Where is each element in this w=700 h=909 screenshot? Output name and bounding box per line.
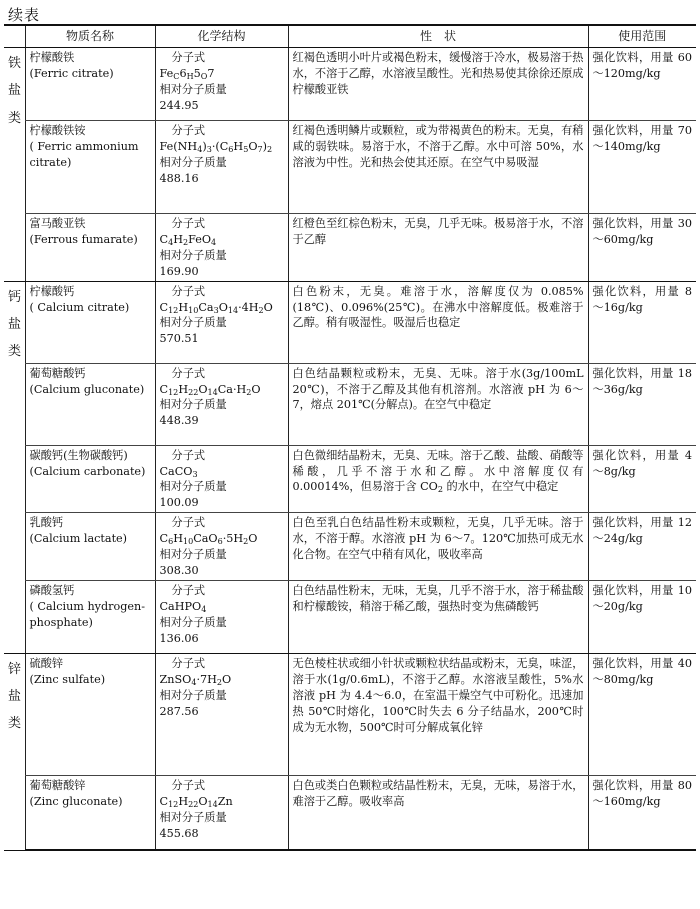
header-substance-name: 物质名称 <box>25 25 155 48</box>
properties-cell: 白色或类白色颗粒或结晶性粉末，无臭，无味，易溶于水，难溶于乙醇。吸收率高 <box>288 775 588 850</box>
text-part: O <box>198 794 208 808</box>
text-part: O <box>263 300 273 314</box>
subscript: 12 <box>168 799 179 809</box>
substance-name-cell <box>25 121 155 214</box>
table-row <box>4 281 696 363</box>
molecular-weight-value: 488.16 <box>159 171 199 185</box>
subscript: 5 <box>243 144 249 154</box>
subscript: 4 <box>201 604 207 614</box>
formula-label: 分子式 <box>171 656 206 670</box>
substance-name-cn: 柠檬酸铁 <box>29 51 75 64</box>
table-continued-caption: 续表 <box>8 6 41 24</box>
formula-label: 分子式 <box>171 124 206 137</box>
subscript: 14 <box>207 799 218 809</box>
subscript: 6 <box>168 537 174 547</box>
header-properties: 性 状 <box>288 25 588 48</box>
molecular-formula <box>160 66 284 82</box>
substance-name-cn: 柠檬酸钙 <box>29 284 75 298</box>
text-part: C <box>159 794 169 808</box>
molecular-formula <box>160 794 284 810</box>
table-header-row <box>4 25 696 48</box>
chemical-structure-cell <box>155 363 288 445</box>
substance-name-en: ( Calcium citrate) <box>29 300 130 314</box>
table-row <box>4 445 696 513</box>
properties-cell: 无色棱柱状或细小针状或颗粒状结晶或粉末，无臭，味涩，溶于水(1g/0.6mL)，不溶于乙醇。水溶液呈酸性，5%水溶液 pH 为 4.4～6.0，在室温干燥空气中可粉化。迅速加热 50℃时熔化，100℃时失去 6 分子结晶水，200℃时成为无水物，500℃时可分解成氧化锌 <box>288 653 588 775</box>
chemical-structure-cell <box>155 653 288 775</box>
substance-name-cn: 葡萄糖酸锌 <box>29 778 86 792</box>
text-part: CaO <box>193 532 218 546</box>
text-part: C <box>159 232 169 246</box>
subscript: 4 <box>191 677 197 687</box>
group-label-char: 盐 <box>8 689 22 705</box>
subscript: 6 <box>217 537 223 547</box>
molecular-weight-label: 相对分子质量 <box>159 810 227 824</box>
chemical-structure-cell <box>155 121 288 214</box>
text-part: ) <box>202 139 207 153</box>
properties-cell: 白色至乳白色结晶性粉末或颗粒，无臭，几乎无味。溶于水，不溶于醇。水溶液 pH 为 6～7。120℃加热可成无水化合物。在空气中稍有风化，吸收率高 <box>288 513 588 581</box>
molecular-weight-value: 100.09 <box>159 496 199 510</box>
molecular-weight-value: 169.90 <box>159 264 199 278</box>
molecular-weight-label: 相对分子质量 <box>159 155 227 169</box>
text-part: 白色微细结晶粉末，无臭、无味。溶于乙酸、盐酸、硝酸等稀酸，几乎不溶于水和乙醇。水中溶解度仅有 0.00014%，但易溶于含 CO <box>292 448 584 494</box>
text-part: C <box>159 300 169 314</box>
substance-name-en: (Calcium lactate) <box>29 532 128 546</box>
substance-name-en: (Calcium carbonate) <box>29 464 146 478</box>
formula-label: 分子式 <box>171 516 206 530</box>
food-fortifier-table <box>4 24 696 851</box>
properties-cell: 红褐色透明小叶片或褐色粉末，缓慢溶于冷水，极易溶于热水，不溶于乙醇，水溶液呈酸性。光和热易使其徐徐还原成柠檬酸亚铁 <box>288 48 588 121</box>
substance-name-cn: 乳酸钙 <box>29 516 64 530</box>
substance-name-cn: 富马酸亚铁 <box>29 217 86 230</box>
table-row <box>4 121 696 214</box>
formula-label: 分子式 <box>171 366 206 380</box>
text-part: ·7H <box>196 672 217 686</box>
molecular-weight-label: 相对分子质量 <box>159 82 227 96</box>
header-group <box>4 25 25 48</box>
chemical-structure-cell <box>155 281 288 363</box>
substance-name-cn: 硫酸锌 <box>29 656 64 670</box>
text-part: ) <box>262 139 267 153</box>
group-label-cell <box>4 48 25 282</box>
substance-name-cell <box>25 653 155 775</box>
usage-cell: 强化饮料，用量 10～20g/kg <box>588 580 696 653</box>
subscript: 4 <box>197 144 203 154</box>
subscript: O <box>200 71 208 81</box>
properties-cell <box>288 445 588 513</box>
substance-name-en: ( Calcium hydrogen-phosphate) <box>29 599 145 629</box>
usage-cell: 强化饮料，用量 40～80mg/kg <box>588 653 696 775</box>
molecular-formula <box>160 139 284 155</box>
text-part: H <box>173 232 183 246</box>
properties-cell: 白色结晶性粉末，无味，无臭，几乎不溶于水，溶于稀盐酸和柠檬酸铵，稍溶于稀乙酸，强热时变为焦磷酸钙 <box>288 580 588 653</box>
chemical-structure-cell <box>155 445 288 513</box>
molecular-weight-label: 相对分子质量 <box>159 316 227 330</box>
substance-name-cell <box>25 48 155 121</box>
substance-name-en: (Zinc sulfate) <box>29 672 106 686</box>
molecular-weight-label: 相对分子质量 <box>159 615 227 629</box>
formula-label: 分子式 <box>171 217 206 230</box>
usage-cell: 强化饮料，用量 70～140mg/kg <box>588 121 696 214</box>
usage-cell: 强化饮料，用量 60～120mg/kg <box>588 48 696 121</box>
properties-cell: 白色结晶颗粒或粉末，无臭、无味。溶于水(3g/100mL 20℃)，不溶于乙醇及其他有机溶剂。水溶液 pH 为 6～7，熔点 201℃(分解点)。在空气中稳定 <box>288 363 588 445</box>
table-row <box>4 214 696 282</box>
subscript: 12 <box>168 305 179 315</box>
text-part: CaHPO <box>159 599 202 613</box>
text-part: O <box>198 382 208 396</box>
chemical-structure-cell <box>155 214 288 282</box>
group-label-char: 类 <box>8 716 22 732</box>
text-part: Fe <box>159 66 174 80</box>
group-label-cell <box>4 653 25 850</box>
properties-cell: 红褐色透明鳞片或颗粒，或为带褐黄色的粉末。无臭，有稍咸的弱铁味。易溶于水，不溶于乙醇。水中可溶 50%，水溶液为中性。光和热会使其还原。在空气中易吸湿 <box>288 121 588 214</box>
substance-name-cell <box>25 775 155 850</box>
subscript: 3 <box>213 305 219 315</box>
chemical-structure-cell <box>155 48 288 121</box>
table-row <box>4 775 696 850</box>
formula-label: 分子式 <box>171 284 206 298</box>
molecular-weight-label: 相对分子质量 <box>159 548 227 562</box>
subscript: C <box>173 71 180 81</box>
subscript: 4 <box>211 237 217 247</box>
properties-cell: 红橙色至红棕色粉末，无臭，几乎无味。极易溶于水，不溶于乙醇 <box>288 214 588 282</box>
substance-name-en: (Ferrous fumarate) <box>29 232 138 246</box>
subscript: 10 <box>182 537 194 547</box>
text-part: Ca·H <box>217 382 247 396</box>
molecular-formula <box>160 464 284 480</box>
subscript: 14 <box>227 305 239 315</box>
substance-name-cell <box>25 281 155 363</box>
subscript: H <box>186 71 194 81</box>
text-part: C <box>159 382 169 396</box>
substance-name-cell <box>25 445 155 513</box>
table-row <box>4 48 696 121</box>
usage-cell: 强化饮料，用量 8～16g/kg <box>588 281 696 363</box>
group-label-char: 锌 <box>8 661 22 677</box>
substance-name-en: (Ferric citrate) <box>29 66 114 80</box>
text-part: FeO <box>188 232 212 246</box>
molecular-weight-value: 287.56 <box>159 704 199 718</box>
header-chemical-structure: 化学结构 <box>155 25 288 48</box>
text-part: H <box>178 794 189 808</box>
molecular-weight-label: 相对分子质量 <box>159 688 227 702</box>
text-part: O <box>248 139 258 153</box>
subscript: 22 <box>188 387 199 397</box>
text-part: H <box>178 300 189 314</box>
group-label-char: 铁 <box>8 56 22 71</box>
subscript: 22 <box>188 799 199 809</box>
table-body <box>4 48 696 851</box>
text-part: O <box>248 532 258 546</box>
substance-name-en: ( Ferric ammonium citrate) <box>29 139 139 169</box>
subscript: 2 <box>258 305 264 315</box>
text-part: H <box>178 382 189 396</box>
group-label-char: 类 <box>8 344 22 360</box>
substance-name-en: (Zinc gluconate) <box>29 794 123 808</box>
molecular-formula <box>160 382 284 398</box>
subscript: 2 <box>246 387 252 397</box>
subscript: 10 <box>188 305 199 315</box>
molecular-weight-label: 相对分子质量 <box>159 398 227 412</box>
molecular-weight-value: 448.39 <box>159 414 199 428</box>
text-part: Fe(NH <box>159 139 198 153</box>
subscript: 2 <box>216 677 223 687</box>
substance-name-en: (Calcium gluconate) <box>29 382 145 396</box>
text-part: Zn <box>217 794 233 808</box>
molecular-formula <box>160 599 284 615</box>
chemical-structure-cell <box>155 513 288 581</box>
text-part: 7 <box>207 66 215 80</box>
properties-cell: 白色粉末，无臭。难溶于水，溶解度仅为 0.085%(18℃)、0.096%(25℃)。在沸水中溶解度低。极难溶于乙醇。稍有吸湿性。吸湿后也稳定 <box>288 281 588 363</box>
substance-name-cn: 葡萄糖酸钙 <box>29 366 86 380</box>
subscript: 2 <box>243 537 249 547</box>
molecular-weight-value: 570.51 <box>159 332 199 346</box>
substance-name-cn: 柠檬酸铁铵 <box>29 124 86 137</box>
group-label-char: 盐 <box>8 316 22 332</box>
subscript: 14 <box>207 387 218 397</box>
molecular-weight-value: 308.30 <box>159 563 199 577</box>
molecular-weight-value: 455.68 <box>159 826 199 840</box>
substance-name-cn: 磷酸氢钙 <box>29 583 75 597</box>
molecular-weight-value: 136.06 <box>159 631 199 645</box>
subscript: 2 <box>182 237 189 247</box>
molecular-formula <box>160 300 284 316</box>
usage-cell: 强化饮料，用量 12～24g/kg <box>588 513 696 581</box>
table-row <box>4 580 696 653</box>
chemical-structure-cell <box>155 775 288 850</box>
subscript: 3 <box>192 469 198 479</box>
molecular-weight-value: 244.95 <box>159 98 199 112</box>
usage-cell: 强化饮料，用量 30～60mg/kg <box>588 214 696 282</box>
subscript: 4 <box>168 237 174 247</box>
formula-label: 分子式 <box>171 448 206 462</box>
text-part: ·5H <box>222 532 244 546</box>
molecular-weight-label: 相对分子质量 <box>159 480 227 494</box>
usage-cell: 强化饮料，用量 4～8g/kg <box>588 445 696 513</box>
molecular-weight-label: 相对分子质量 <box>159 248 227 262</box>
text-part: O <box>222 672 232 686</box>
group-label-char: 盐 <box>8 83 22 99</box>
molecular-formula <box>160 672 284 688</box>
text-part: ZnSO <box>159 672 192 686</box>
subscript: 2 <box>437 485 443 495</box>
header-usage: 使用范围 <box>588 25 696 48</box>
table-row <box>4 513 696 581</box>
table-row <box>4 363 696 445</box>
substance-name-cell <box>25 513 155 581</box>
molecular-formula <box>160 232 284 248</box>
subscript: 6 <box>228 144 234 154</box>
text-part: ·4H <box>238 300 259 314</box>
group-label-char: 钙 <box>8 289 22 305</box>
subscript: 2 <box>266 144 273 154</box>
formula-label: 分子式 <box>171 51 206 64</box>
substance-name-cn: 碳酸钙(生物碳酸钙) <box>29 448 128 462</box>
substance-name-cell <box>25 363 155 445</box>
usage-cell: 强化饮料，用量 80～160mg/kg <box>588 775 696 850</box>
text-part: O <box>218 300 228 314</box>
text-part: Ca <box>198 300 214 314</box>
table-row <box>4 653 696 775</box>
group-label-cell <box>4 281 25 653</box>
text-part: ·(C <box>211 139 229 153</box>
text-part: O <box>251 382 261 396</box>
formula-label: 分子式 <box>171 583 206 597</box>
chemical-structure-cell <box>155 580 288 653</box>
text-part: 6 <box>179 66 187 80</box>
subscript: 12 <box>168 387 179 397</box>
substance-name-cell <box>25 214 155 282</box>
subscript: 3 <box>206 144 212 154</box>
text-part: C <box>159 532 169 546</box>
text-part: 的水中，在空气中稳定 <box>442 480 559 494</box>
formula-label: 分子式 <box>171 778 206 792</box>
substance-name-cell <box>25 580 155 653</box>
subscript: 7 <box>257 144 263 154</box>
usage-cell: 强化饮料，用量 18～36g/kg <box>588 363 696 445</box>
text-part: H <box>173 532 183 546</box>
group-label-char: 类 <box>8 110 22 126</box>
text-part: 5 <box>193 66 201 80</box>
text-part: H <box>233 139 244 153</box>
text-part: CaCO <box>159 464 193 478</box>
molecular-formula <box>160 531 284 547</box>
